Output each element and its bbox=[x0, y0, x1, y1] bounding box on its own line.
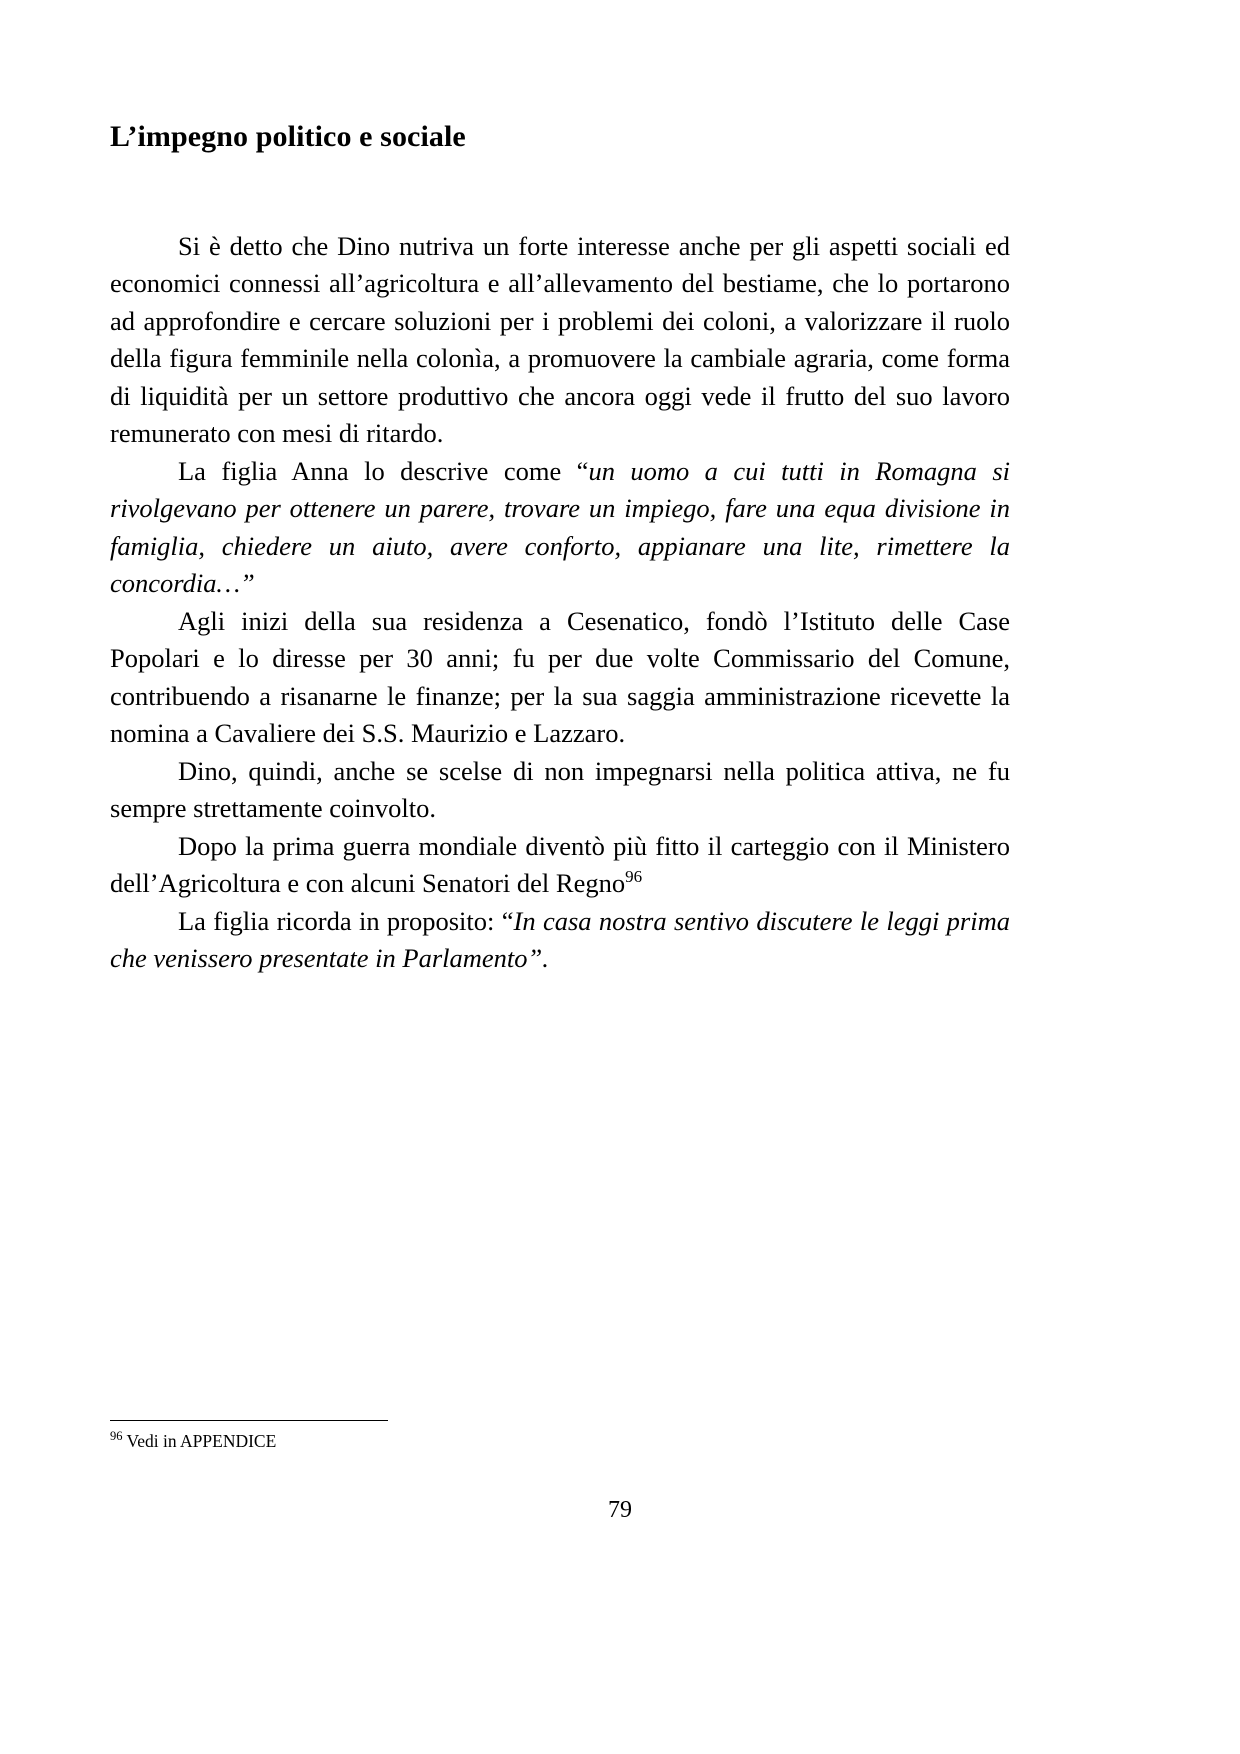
footnote-label: Vedi in APPENDICE bbox=[122, 1431, 277, 1451]
paragraph-1-text: Si è detto che Dino nutriva un forte interesse anche per gli aspetti sociali ed economici connessi all’agricoltura e all’allevamento del bestiame, che lo portarono ad approfondire e cercare soluzioni per i problemi dei coloni, a valorizzare il ruolo della figura femminile nella colonìa, a promuovere la cambiale agraria, come forma di liquidità per un settore produttivo che ancora oggi vede il frutto del suo lavoro remunerato con mesi di ritardo. bbox=[110, 230, 1010, 448]
paragraph-2-quote: un uomo a cui tutti in Romagna si rivolgevano per ottenere un parere, trovare un impiego, fare una equa divisione in famiglia, chiedere un aiuto, avere conforto, appianare una lite, rimettere la concordia… bbox=[110, 455, 1011, 598]
footnote-reference-96[interactable]: 96 bbox=[625, 867, 643, 887]
paragraph-5 bbox=[110, 828, 1010, 903]
footnote-number: 96 bbox=[110, 1429, 123, 1444]
paragraph-6-trail: ”. bbox=[527, 943, 549, 973]
paragraph-5-text: Dopo la prima guerra mondiale diventò più fitto il carteggio con il Ministero dell’Agricoltura e con alcuni Senatori del Regno bbox=[110, 830, 1010, 898]
page-title: L’impegno politico e sociale bbox=[110, 120, 466, 153]
paragraph-6 bbox=[110, 903, 1010, 978]
footnote-separator-rule bbox=[110, 1420, 388, 1421]
page-content bbox=[110, 118, 1010, 978]
paragraph-2-lead: La figlia Anna lo descrive come “ bbox=[178, 455, 589, 486]
paragraph-6-lead: La figlia ricorda in proposito: “ bbox=[178, 905, 514, 936]
paragraph-3 bbox=[110, 603, 1010, 753]
footnote-entry bbox=[110, 1430, 1010, 1453]
paragraph-3-text: Agli inizi della sua residenza a Cesenatico, fondò l’Istituto delle Case Popolari e lo diresse per 30 anni; fu per due volte Commissario del Comune, contribuendo a risanarne le finanze; per la sua saggia amministrazione ricevette la nomina a Cavaliere dei S.S. Maurizio e Lazzaro. bbox=[110, 605, 1010, 748]
paragraph-1 bbox=[110, 228, 1010, 453]
paragraph-2-trail: ” bbox=[240, 568, 255, 598]
footnote-area bbox=[110, 1420, 1010, 1453]
paragraph-4-text: Dino, quindi, anche se scelse di non impegnarsi nella politica attiva, ne fu sempre strettamente coinvolto. bbox=[110, 755, 1010, 823]
page-number: 79 bbox=[608, 1497, 632, 1523]
body-text-block bbox=[110, 228, 1010, 978]
paragraph-6-quote: In casa nostra sentivo discutere le leggi prima che venissero presentate in Parlamento bbox=[110, 905, 1010, 973]
paragraph-4 bbox=[110, 753, 1010, 828]
paragraph-2 bbox=[110, 453, 1010, 603]
